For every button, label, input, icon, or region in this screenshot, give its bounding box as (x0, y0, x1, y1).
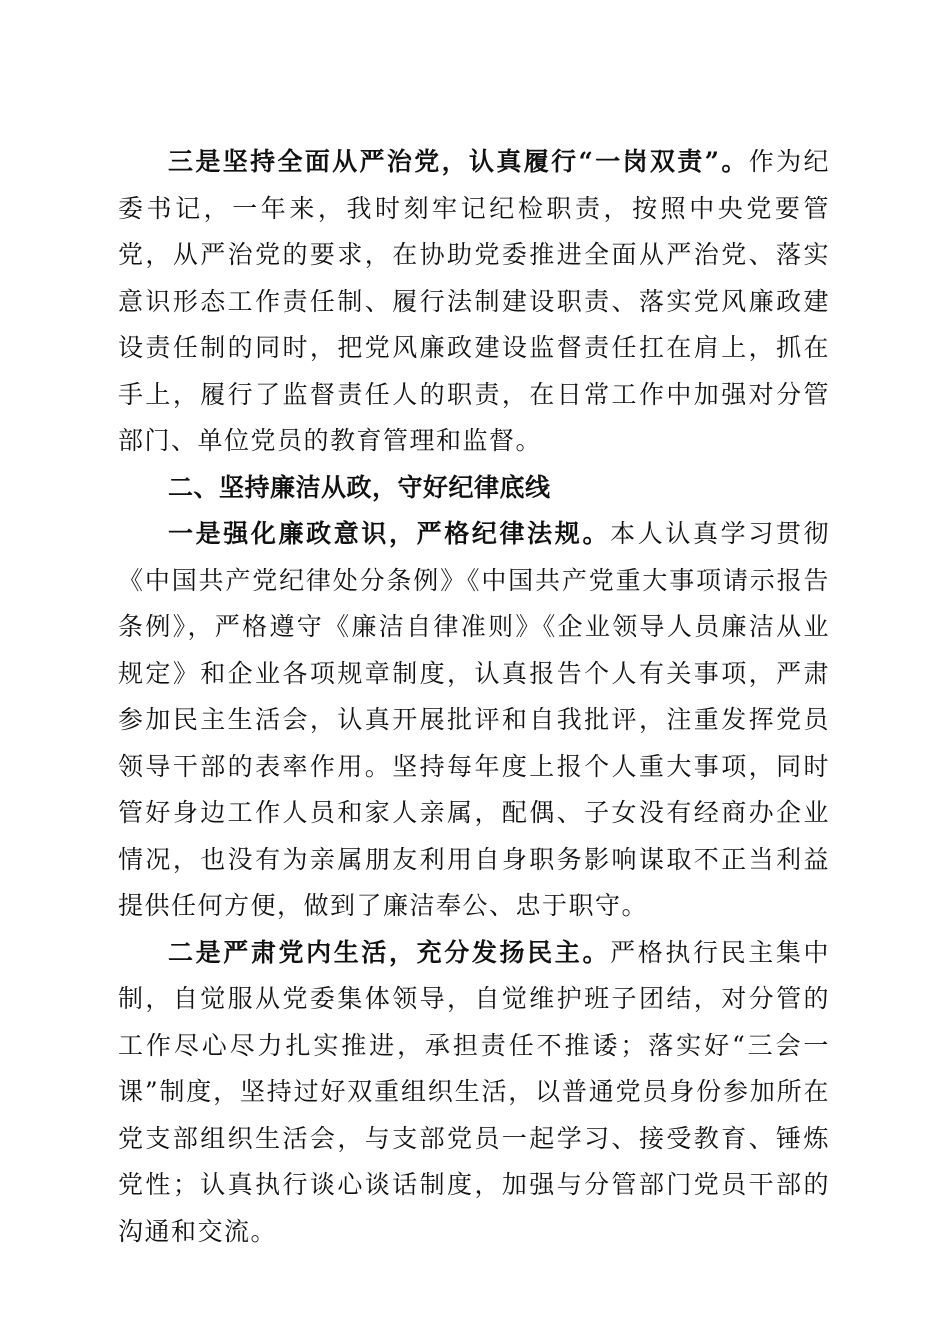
paragraph-party-life (118, 930, 830, 1256)
paragraph-strict-party-governance (118, 139, 830, 465)
document-body (118, 139, 830, 1255)
paragraph-integrity-awareness (118, 511, 830, 930)
paragraph-lead: 二是严肃党内生活，充分发扬民主。 (168, 937, 611, 967)
paragraph-text: 严格执行民主集中制，自觉服从党委集体领导，自觉维护班子团结，对分管的工作尽心尽力扎实推进，承担责任不推诿；落实好“三会一课”制度，坚持过好双重组织生活，以普通党员身份参加所在党支部组织生活会，与支部党员一起学习、接受教育、锤炼党性；认真执行谈心谈话制度，加强与分管部门党员干部的沟通和交流。 (118, 937, 830, 1246)
paragraph-text: 本人认真学习贯彻《中国共产党纪律处分条例》《中国共产党重大事项请示报告条例》，严格遵守《廉洁自律准则》《企业领导人员廉洁从业规定》和企业各项规章制度，认真报告个人有关事项，严肃参加民主生活会，认真开展批评和自我批评，注重发挥党员领导干部的表率作用。坚持每年度上报个人重大事项，同时管好身边工作人员和家人亲属，配偶、子女没有经商办企业情况，也没有为亲属朋友利用自身职务影响谋取不正当利益提供任何方便，做到了廉洁奉公、忠于职守。 (118, 519, 830, 920)
paragraph-text: 作为纪委书记，一年来，我时刻牢记纪检职责，按照中央党要管党，从严治党的要求，在协助党委推进全面从严治党、落实意识形态工作责任制、履行法制建设职责、落实党风廉政建设责任制的同时，把党风廉政建设监督责任扛在肩上，抓在手上，履行了监督责任人的职责，在日常工作中加强对分管部门、单位党员的教育管理和监督。 (118, 147, 830, 455)
paragraph-lead: 一是强化廉政意识，严格纪律法规。 (168, 519, 611, 548)
section-heading-integrity: 二、坚持廉洁从政，守好纪律底线 (168, 472, 551, 502)
paragraph-lead: 三是坚持全面从严治党，认真履行“一岗双责”。 (168, 147, 749, 176)
